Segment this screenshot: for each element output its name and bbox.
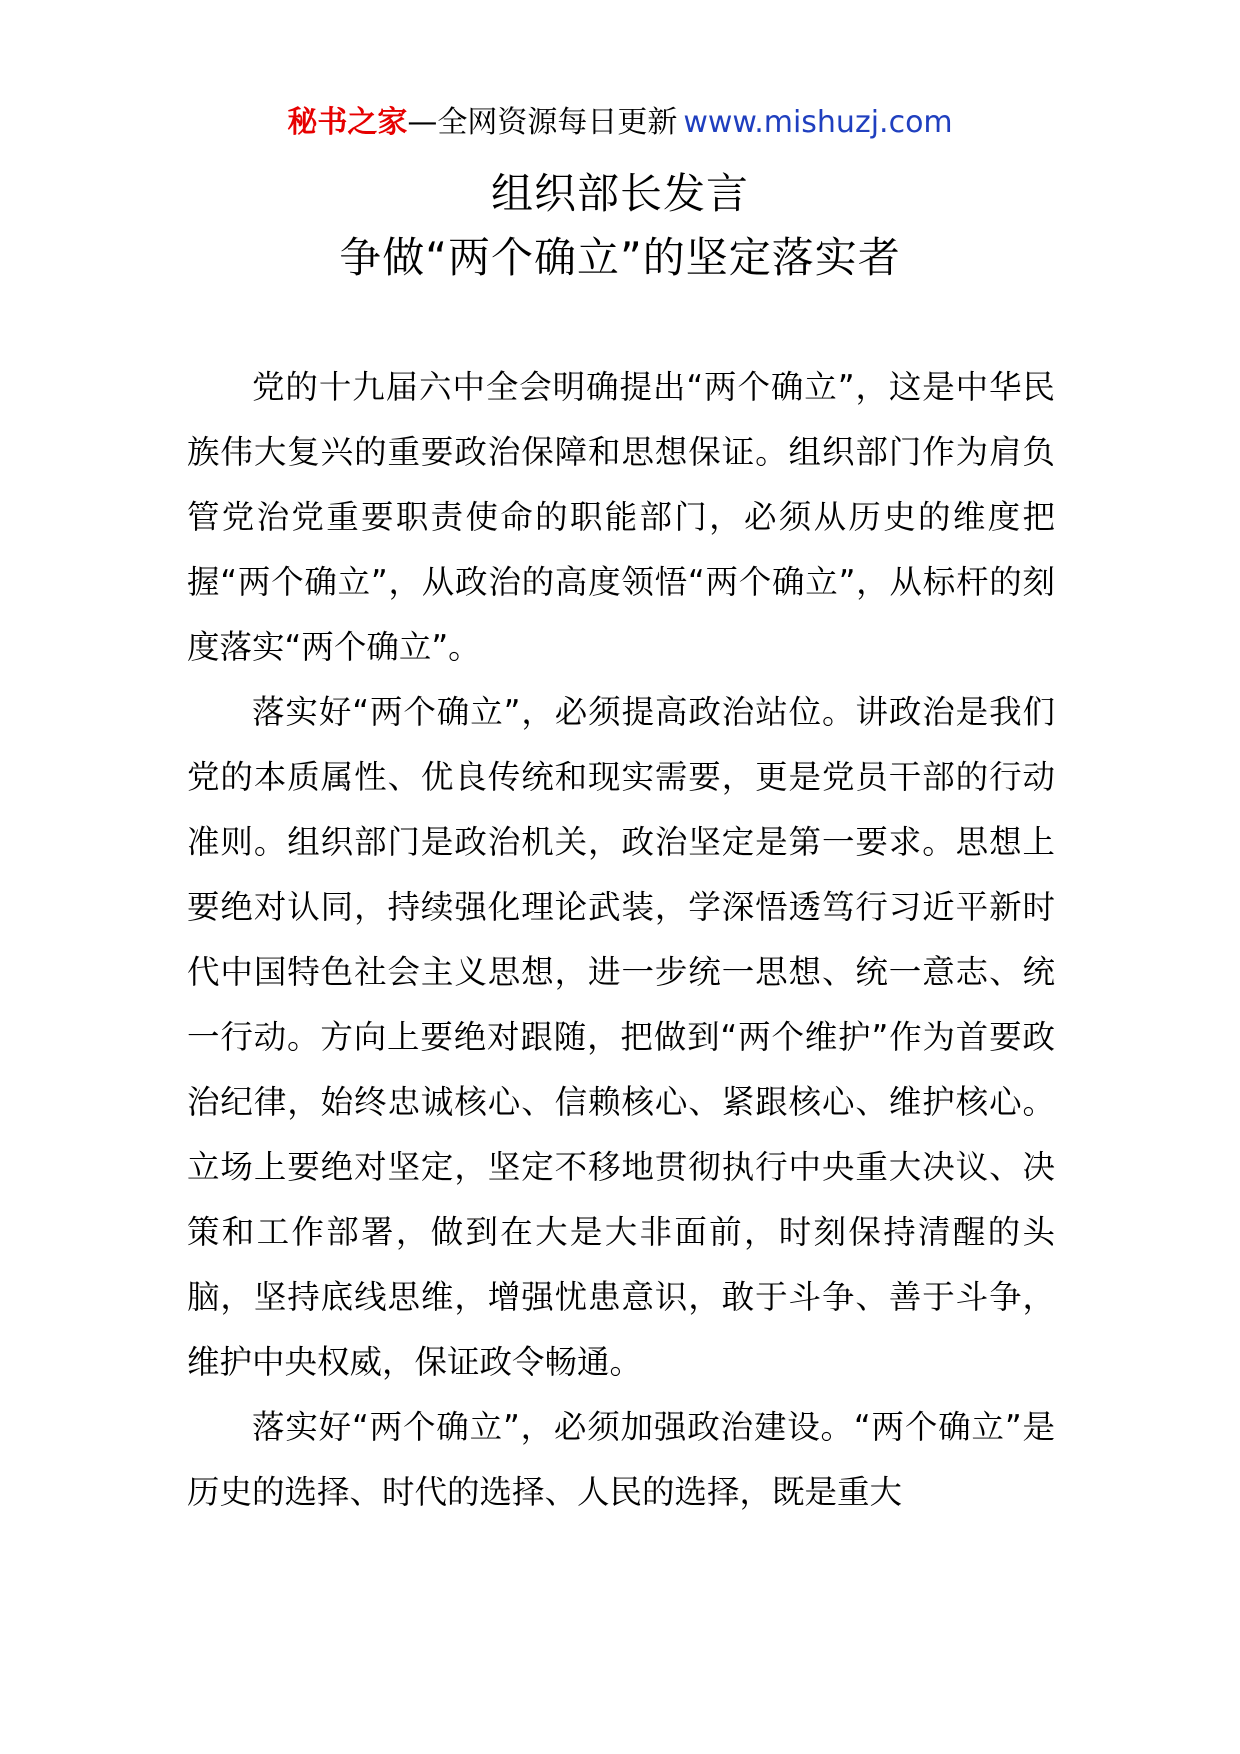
paragraph-3: 落实好“两个确立”，必须加强政治建设。“两个确立”是历史的选择、时代的选择、人民的选择，既是重大: [187, 1408, 1055, 1511]
site-name: 秘书之家: [287, 105, 408, 140]
title-line-2: 争做“两个确立”的坚定落实者: [339, 233, 901, 282]
document-body: [187, 355, 1055, 1525]
title-line-1: 组织部长发言: [490, 169, 749, 218]
paragraph-1: 党的十九届六中全会明确提出“两个确立”，这是中华民族伟大复兴的重要政治保障和思想保证。组织部门作为肩负管党治党重要职责使命的职能部门，必须从历史的维度把握“两个确立”，从政治的高度领悟“两个确立”，从标杆的刻度落实“两个确立”。: [187, 368, 1055, 666]
site-url-link[interactable]: www.mishuzj.com: [683, 105, 953, 140]
paragraph-2: 落实好“两个确立”，必须提高政治站位。讲政治是我们党的本质属性、优良传统和现实需要，更是党员干部的行动准则。组织部门是政治机关，政治坚定是第一要求。思想上要绝对认同，持续强化理论武装，学深悟透笃行习近平新时代中国特色社会主义思想，进一步统一思想、统一意志、统一行动。方向上要绝对跟随，把做到“两个维护”作为首要政治纪律，始终忠诚核心、信赖核心、紧跟核心、维护核心。立场上要绝对坚定，坚定不移地贯彻执行中央重大决议、决策和工作部署，做到在大是大非面前，时刻保持清醒的头脑，坚持底线思维，增强忧患意识，敢于斗争、善于斗争，维护中央权威，保证政令畅通。: [187, 693, 1055, 1381]
document-title: [0, 162, 1240, 290]
site-tagline: —全网资源每日更新: [407, 105, 678, 140]
site-header: [0, 101, 1240, 145]
